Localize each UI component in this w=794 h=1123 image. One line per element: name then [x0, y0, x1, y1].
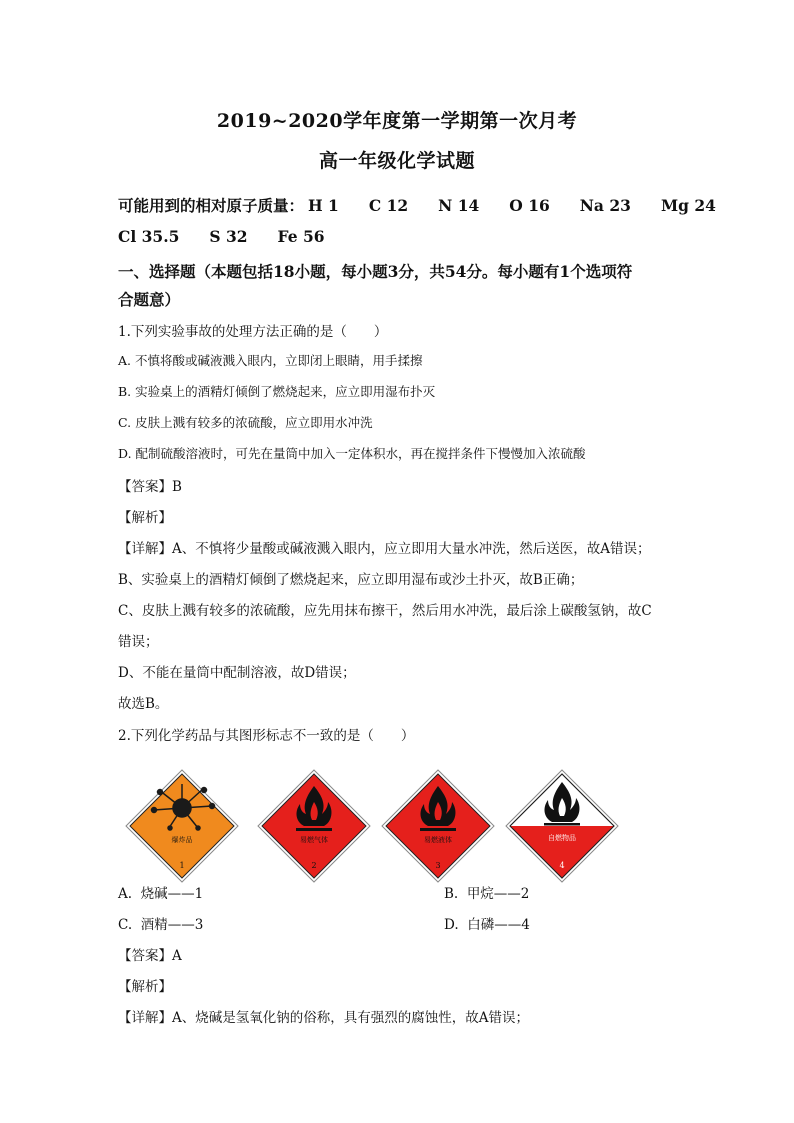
atomic-mass-cl: Cl 35.5: [118, 227, 180, 246]
q2-option-a: [118, 882, 203, 902]
atomic-mass-s: S 32: [209, 227, 248, 246]
sign-1-label: 爆炸品: [171, 836, 193, 844]
q1-option-d: D. 配制硫酸溶液时，可先在量筒中加入一定体积水，再在搅拌条件下慢慢加入浓硫酸: [118, 446, 586, 461]
q1-detail-line-2: B、实验桌上的酒精灯倾倒了燃烧起来，应立即用湿布或沙土扑灭，故B正确；: [118, 572, 584, 588]
q1-analysis-label: 【解析】: [118, 510, 172, 526]
atomic-mass-na: Na 23: [579, 196, 631, 215]
atomic-mass-o: O 16: [509, 196, 550, 215]
section-heading-line-1: 一、选择题（本题包括18小题，每小题3分，共54分。每小题有1个选项符: [118, 262, 633, 281]
explosive-hazard-sign: [124, 768, 240, 884]
q1-detail-line-3: C、皮肤上溅有较多的浓硫酸，应先用抹布擦干，然后用水冲洗，最后涂上碳酸氢钠，故C: [118, 603, 652, 619]
atomic-mass-label: 可能用到的相对原子质量：: [118, 196, 305, 215]
sign-1-number: 1: [179, 861, 185, 870]
sign-4-label: 自燃物品: [548, 834, 576, 842]
atomic-mass-n: N 14: [438, 196, 480, 215]
q2-option-d: [444, 913, 530, 933]
q1-option-c: C. 皮肤上溅有较多的浓硫酸，应立即用水冲洗: [118, 415, 373, 430]
q1-answer: 【答案】B: [118, 479, 182, 495]
q1-detail-line-5: D、不能在量筒中配制溶液，故D错误；: [118, 665, 356, 681]
q1-stem: 1.下列实验事故的处理方法正确的是（ ）: [118, 324, 388, 340]
q2-stem: 2.下列化学药品与其图形标志不一致的是（ ）: [118, 728, 415, 744]
sign-3-number: 3: [435, 861, 441, 870]
flammable-liquid-sign: [380, 768, 496, 884]
q2-option-d-text: 白磷——4: [467, 917, 530, 933]
q2-option-b-letter: B.: [444, 886, 459, 902]
q2-option-d-letter: D.: [444, 917, 459, 933]
atomic-mass-fe: Fe 56: [277, 227, 325, 246]
q2-option-b: [444, 882, 529, 902]
sign-4-number: 4: [559, 861, 565, 870]
sign-2-label: 易燃气体: [300, 836, 328, 844]
q2-option-b-text: 甲烷——2: [466, 886, 530, 902]
q1-detail-line-4: 错误；: [118, 634, 159, 650]
sign-3-label: 易燃液体: [424, 836, 452, 844]
q1-detail-line-6: 故选B。: [118, 696, 169, 712]
q2-option-c: [118, 913, 203, 933]
q2-option-a-letter: A.: [118, 886, 133, 902]
q1-option-a: A. 不慎将酸或碱液溅入眼内，立即闭上眼睛，用手揉擦: [118, 353, 423, 368]
sign-2-number: 2: [311, 861, 317, 870]
exam-title: 2019~2020学年度第一学期第一次月考: [216, 110, 578, 132]
atomic-mass-h: H 1: [308, 196, 339, 215]
q2-option-c-text: 酒精——3: [140, 917, 204, 933]
atomic-mass-line-1: [118, 194, 716, 216]
atomic-mass-mg: Mg 24: [660, 196, 716, 215]
exam-subtitle: 高一年级化学试题: [318, 150, 475, 172]
q2-answer: 【答案】A: [118, 948, 182, 964]
spontaneous-combustion-sign: [504, 768, 620, 884]
q2-option-c-letter: C.: [118, 917, 133, 933]
q2-option-a-text: 烧碱——1: [140, 886, 204, 902]
q1-detail-line-1: 【详解】A、不慎将少量酸或碱液溅入眼内，应立即用大量水冲洗，然后送医，故A错误；: [118, 541, 651, 557]
q1-option-b: B. 实验桌上的酒精灯倾倒了燃烧起来，应立即用湿布扑灭: [118, 384, 436, 399]
flammable-gas-sign: [256, 768, 372, 884]
atomic-mass-c: C 12: [368, 196, 409, 215]
section-heading-line-2: 合题意）: [118, 290, 181, 309]
q2-detail-line-1: 【详解】A、烧碱是氢氧化钠的俗称，具有强烈的腐蚀性，故A错误；: [118, 1010, 529, 1026]
q2-analysis-label: 【解析】: [118, 979, 172, 995]
atomic-mass-line-2: [118, 227, 355, 246]
